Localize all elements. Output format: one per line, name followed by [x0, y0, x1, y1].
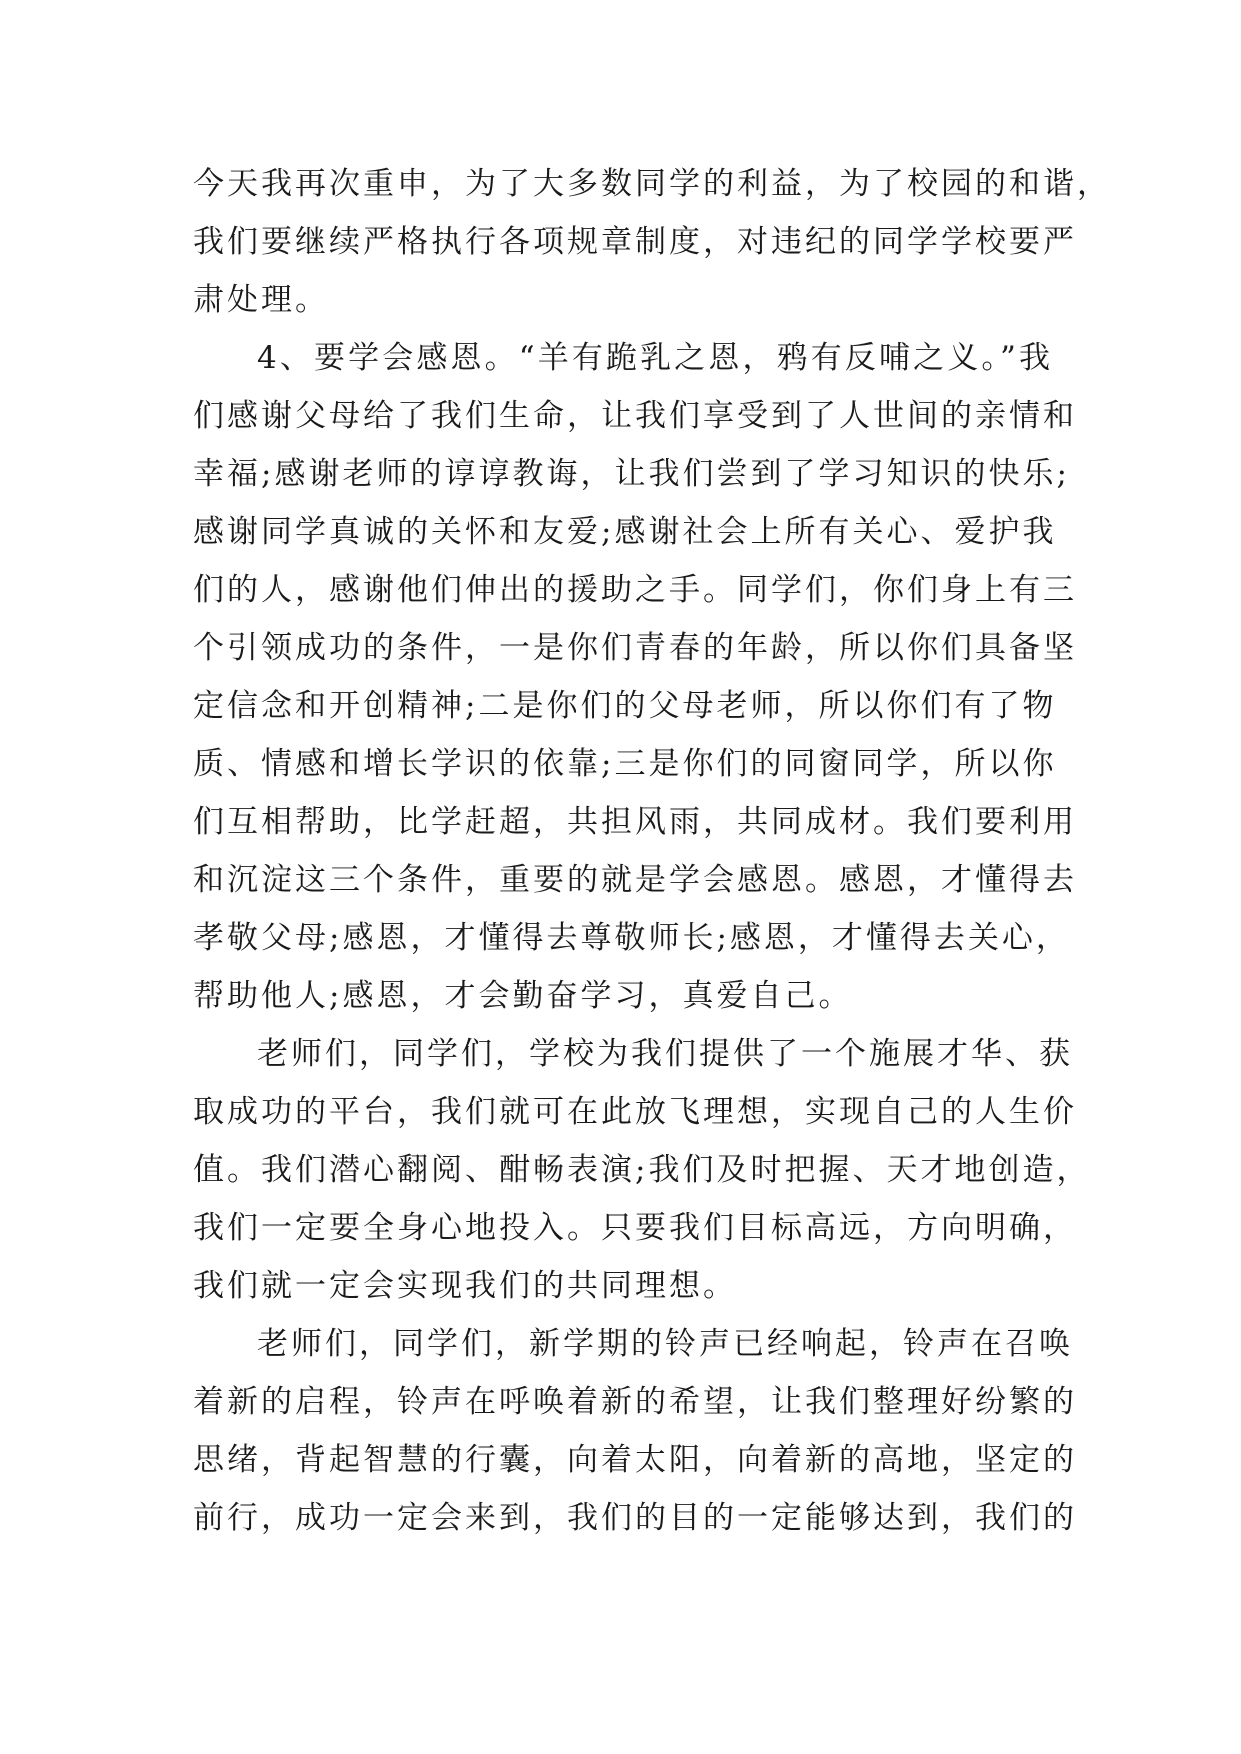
- paragraph-2: [193, 329, 1077, 1025]
- text-line: 肃处理。: [193, 282, 329, 318]
- text-line: 质、情感和增长学识的依靠;三是你们的同窗同学，所以你: [193, 746, 1057, 782]
- text-line: 4、要学会感恩。“羊有跪乳之恩，鸦有反哺之义。”我: [257, 340, 1053, 376]
- text-line: 我们一定要全身心地投入。只要我们目标高远，方向明确，: [193, 1210, 1077, 1246]
- paragraph-4: [193, 1315, 1077, 1547]
- text-line: 们互相帮助，比学赶超，共担风雨，共同成材。我们要利用: [193, 804, 1077, 840]
- text-line: 我们就一定会实现我们的共同理想。: [193, 1268, 737, 1304]
- text-line: 帮助他人;感恩，才会勤奋学习，真爱自己。: [193, 978, 853, 1014]
- text-line: 定信念和开创精神;二是你们的父母老师，所以你们有了物: [193, 688, 1057, 724]
- text-line: 前行，成功一定会来到，我们的目的一定能够达到，我们的: [193, 1500, 1077, 1536]
- text-line: 个引领成功的条件，一是你们青春的年龄，所以你们具备坚: [193, 630, 1077, 666]
- paragraph-3: [193, 1025, 1091, 1315]
- text-line: 老师们，同学们，学校为我们提供了一个施展才华、获: [257, 1036, 1073, 1072]
- text-line: 感谢同学真诚的关怀和友爱;感谢社会上所有关心、爱护我: [193, 514, 1057, 550]
- text-line: 值。我们潜心翻阅、酣畅表演;我们及时把握、天才地创造，: [193, 1152, 1091, 1188]
- text-line: 们感谢父母给了我们生命，让我们享受到了人世间的亲情和: [193, 398, 1077, 434]
- text-line: 我们要继续严格执行各项规章制度，对违纪的同学学校要严: [193, 224, 1077, 260]
- document-page: [193, 155, 1111, 1547]
- text-line: 和沉淀这三个条件，重要的就是学会感恩。感恩，才懂得去: [193, 862, 1077, 898]
- text-line: 今天我再次重申，为了大多数同学的利益，为了校园的和谐，: [193, 166, 1111, 202]
- text-line: 们的人，感谢他们伸出的援助之手。同学们，你们身上有三: [193, 572, 1077, 608]
- text-line: 取成功的平台，我们就可在此放飞理想，实现自己的人生价: [193, 1094, 1077, 1130]
- text-line: 老师们，同学们，新学期的铃声已经响起，铃声在召唤: [257, 1326, 1073, 1362]
- text-line: 思绪，背起智慧的行囊，向着太阳，向着新的高地，坚定的: [193, 1442, 1077, 1478]
- paragraph-1: [193, 155, 1111, 329]
- text-line: 幸福;感谢老师的谆谆教诲，让我们尝到了学习知识的快乐;: [193, 456, 1070, 492]
- text-line: 着新的启程，铃声在呼唤着新的希望，让我们整理好纷繁的: [193, 1384, 1077, 1420]
- text-line: 孝敬父母;感恩，才懂得去尊敬师长;感恩，才懂得去关心，: [193, 920, 1070, 956]
